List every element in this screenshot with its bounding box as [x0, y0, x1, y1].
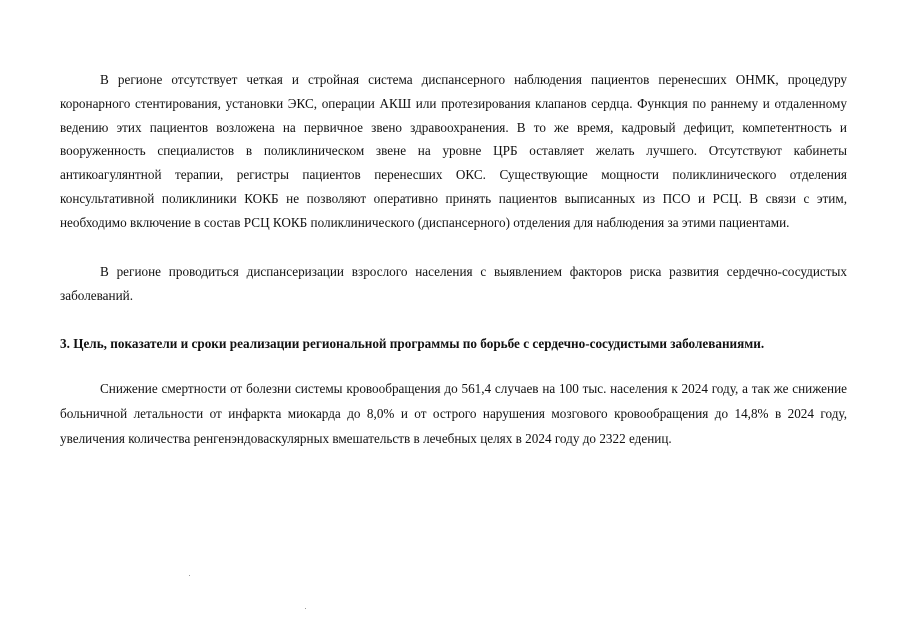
paragraph-dispensary-observation: В регионе отсутствует четкая и стройная система диспансерного наблюдения пациентов перенесших ОНМК, процедуру коронарного стентирования, установки ЭКС, операции АКШ или протезирования клапанов сердца. Функция по раннему и отдаленному ведению этих пациентов возложена на первичное звено здравоохранения. В то же время, кадровый дефицит, компетентность и вооруженность специалистов в поликлиническом звене на уровне ЦРБ оставляет желать лучшего. Отсутствуют кабинеты антикоагулянтной терапии, регистры пациентов перенесших ОКС. Существующие мощности поликлинического отделения консультативной поликлиники КОКБ не позволяют оперативно принять пациентов выписанных из ПСО и РСЦ. В связи с этим, необходимо включение в состав РСЦ КОКБ поликлинического (диспансерного) отделения для наблюдения за этими пациентами. — [60, 72, 847, 230]
paragraph-regional-screening: В регионе проводиться диспансеризации взрослого населения с выявлением факторов риска развития сердечно-сосудистых заболеваний. — [60, 264, 847, 303]
paragraph-program-targets: Снижение смертности от болезни системы кровообращения до 561,4 случаев на 100 тыс. населения к 2024 году, а так же снижение больничной летальности от инфаркта миокарда до 8,0% и от острого нарушения мозгового кровообращения до 14,8% в 2024 году, увеличения количества ренгенэндоваскулярных вмешательств в лечебных целях в 2024 году до 2322 едениц. — [60, 381, 847, 446]
section-heading: 3. Цель, показатели и сроки реализации региональной программы по борьбе с сердечно-сосудистыми заболеваниями. — [60, 336, 765, 351]
scan-speck — [305, 608, 306, 609]
scan-speck — [189, 575, 190, 576]
